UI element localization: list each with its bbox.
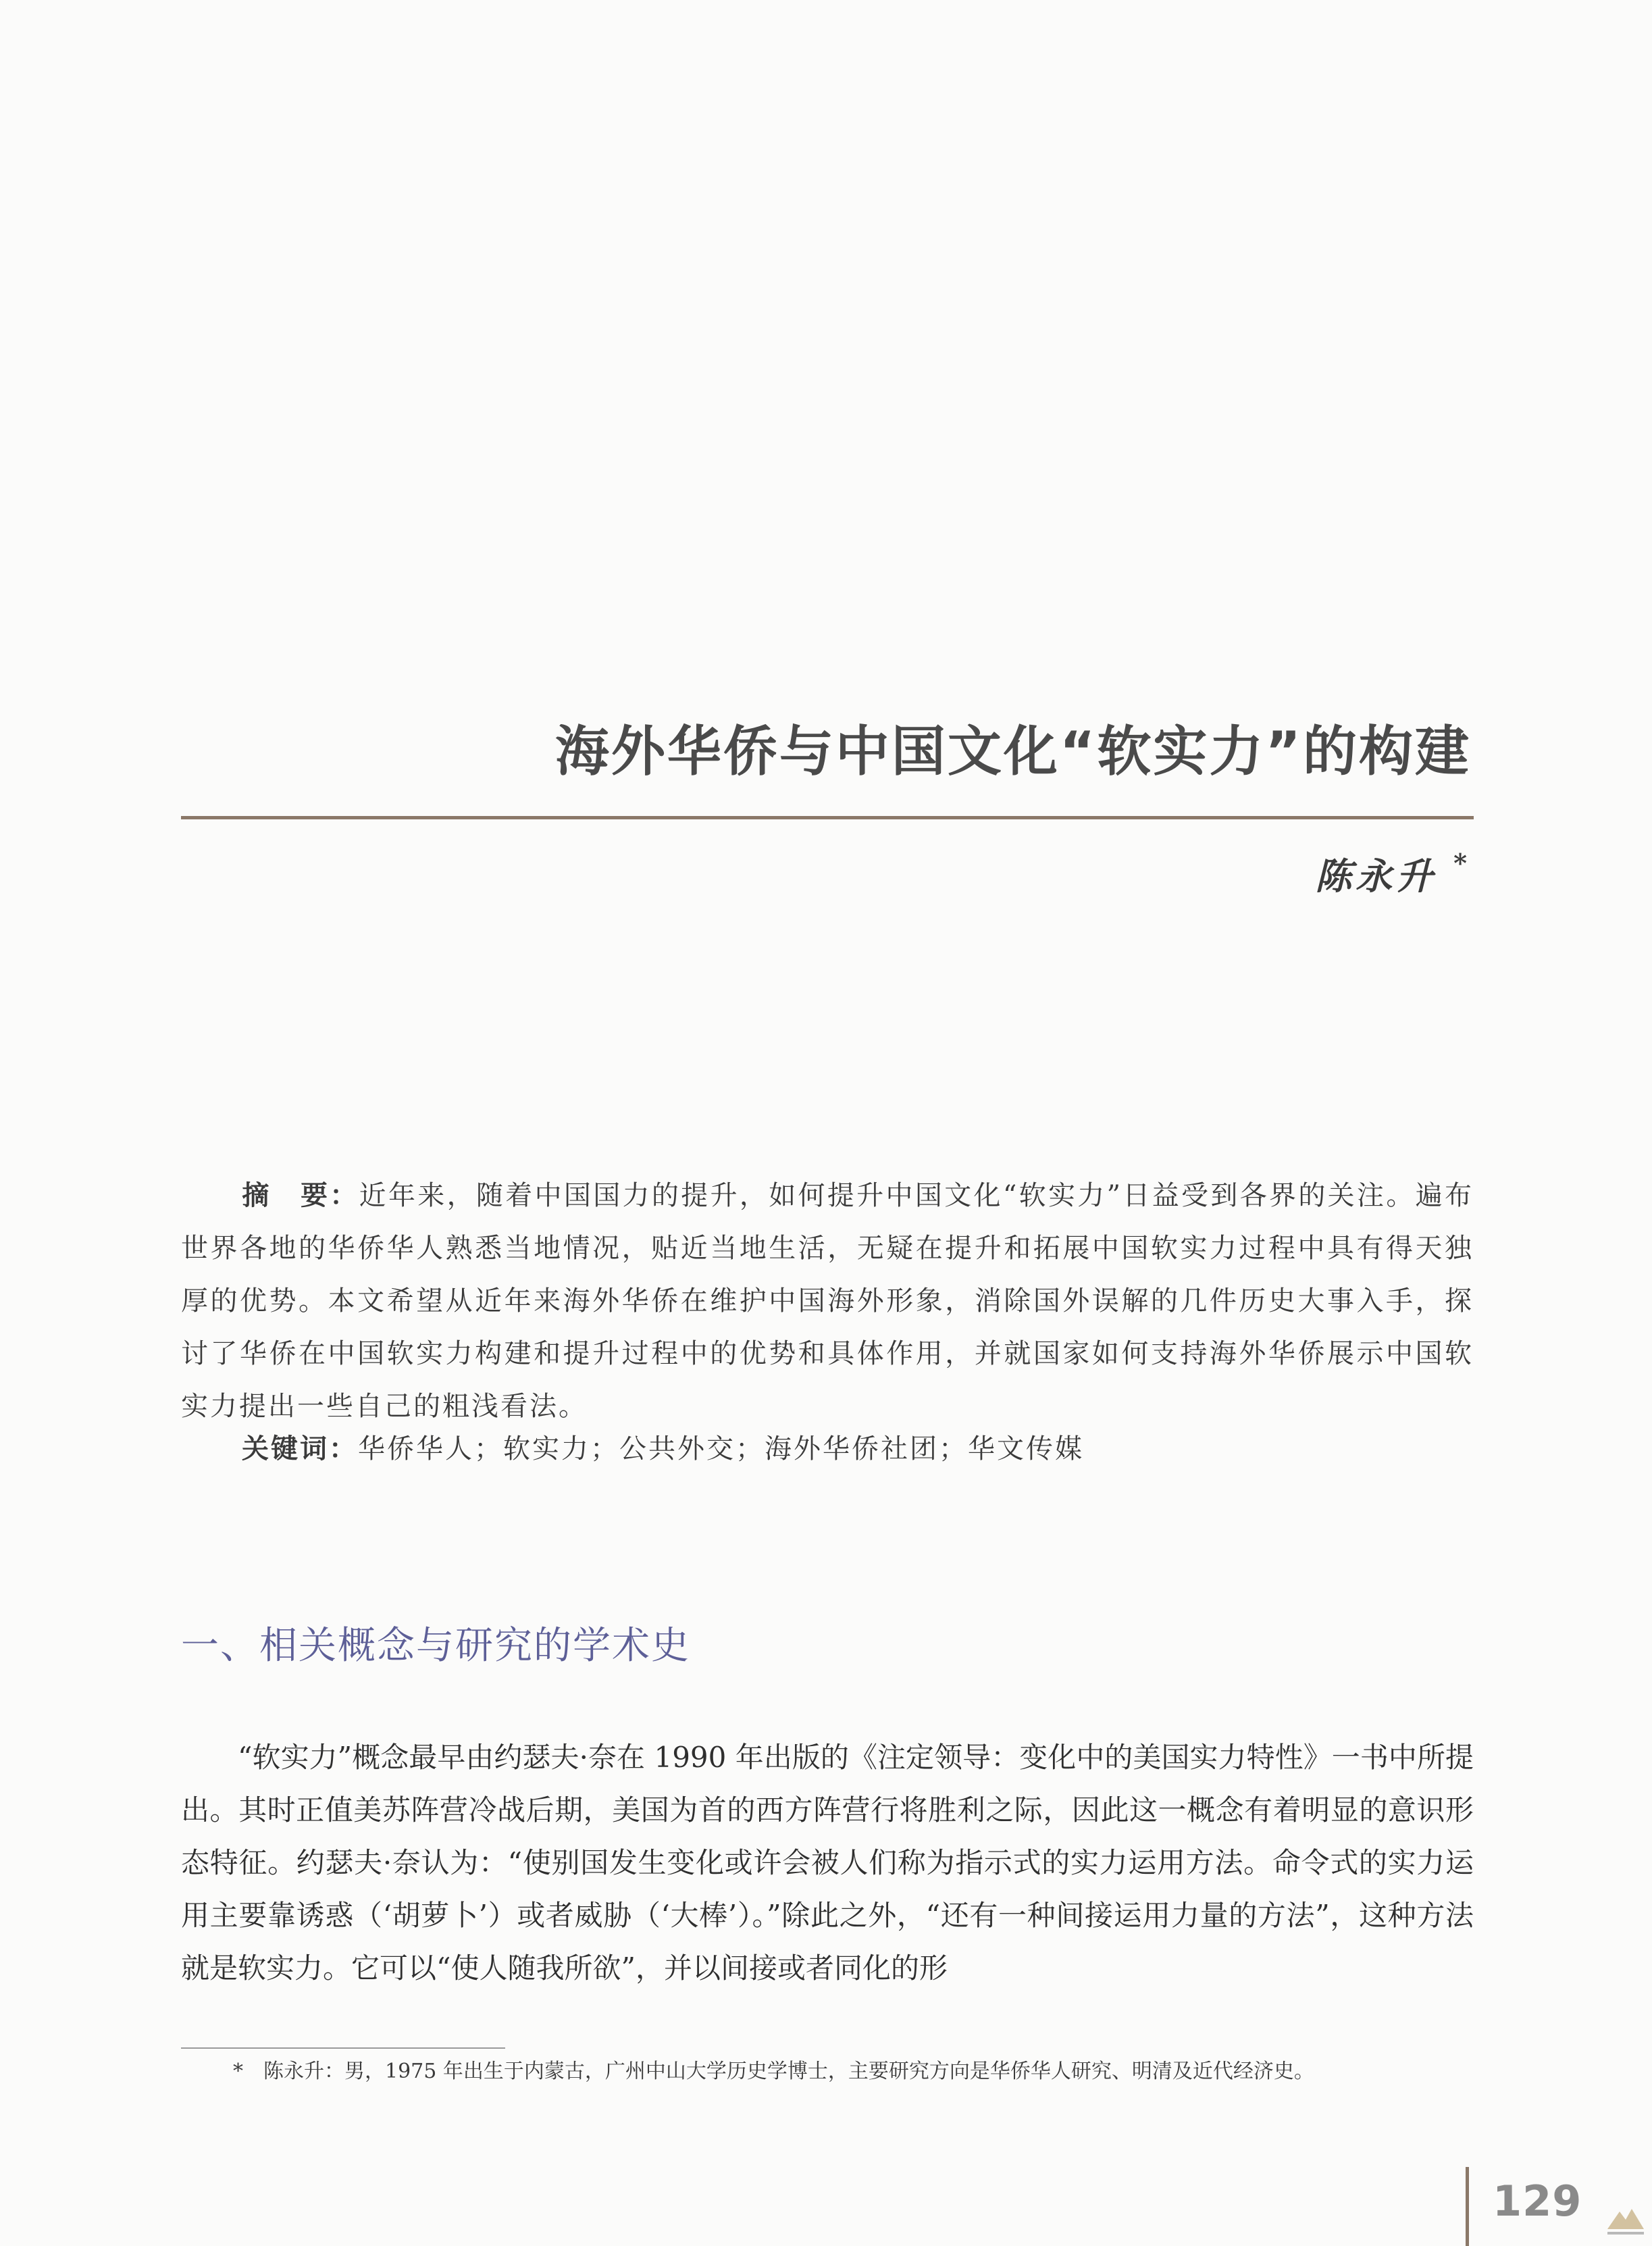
author-line (1315, 848, 1471, 900)
footnote-divider (181, 2047, 505, 2049)
page-number: 129 (1493, 2176, 1582, 2226)
title-divider (181, 816, 1474, 819)
publisher-logo-icon (1605, 2202, 1647, 2240)
body-text: “软实力”概念最早由约瑟夫·奈在 1990 年出版的《注定领导：变化中的美国实力特性》一书中所提出。其时正值美苏阵营冷战后期，美国为首的西方阵营行将胜利之际，因此这一概念有着明显的意识形态特征。约瑟夫·奈认为：“使别国发生变化或许会被人们称为指示式的实力运用方法。命令式的实力运用主要靠诱惑（‘胡萝卜’）或者威胁（‘大棒’）。”除此之外，“还有一种间接运用力量的方法”，这种方法就是软实力。它可以“使人随我所欲”，并以间接或者同化的形 (181, 1741, 1474, 1985)
section-heading: 一、相关概念与研究的学术史 (181, 1624, 690, 1668)
body-paragraph (181, 1731, 1474, 1995)
keywords (242, 1423, 1474, 1475)
page-number-bar (1466, 2167, 1469, 2246)
abstract (181, 1169, 1474, 1433)
author-footnote-mark: * (1453, 848, 1471, 878)
footnote-text: 陈永升：男，1975 年出生于内蒙古，广州中山大学历史学博士，主要研究方向是华侨华人研究、明清及近代经济史。 (263, 2060, 1314, 2083)
footnote (233, 2053, 1469, 2090)
keywords-text: 华侨华人；软实力；公共外交；海外华侨社团；华文传媒 (358, 1433, 1084, 1464)
abstract-label: 摘 要： (242, 1180, 359, 1211)
abstract-text: 近年来，随着中国国力的提升，如何提升中国文化“软实力”日益受到各界的关注。遍布世界各地的华侨华人熟悉当地情况，贴近当地生活，无疑在提升和拓展中国软实力过程中具有得天独厚的优势。本文希望从近年来海外华侨在维护中国海外形象，消除国外误解的几件历史大事入手，探讨了华侨在中国软实力构建和提升过程中的优势和具体作用，并就国家如何支持海外华侨展示中国软实力提出一些自己的粗浅看法。 (181, 1180, 1474, 1422)
keywords-label: 关键词： (242, 1433, 358, 1464)
author-name: 陈永升 (1315, 854, 1437, 898)
footnote-mark: * (233, 2060, 243, 2083)
article-title: 海外华侨与中国文化“软实力”的构建 (554, 720, 1471, 783)
